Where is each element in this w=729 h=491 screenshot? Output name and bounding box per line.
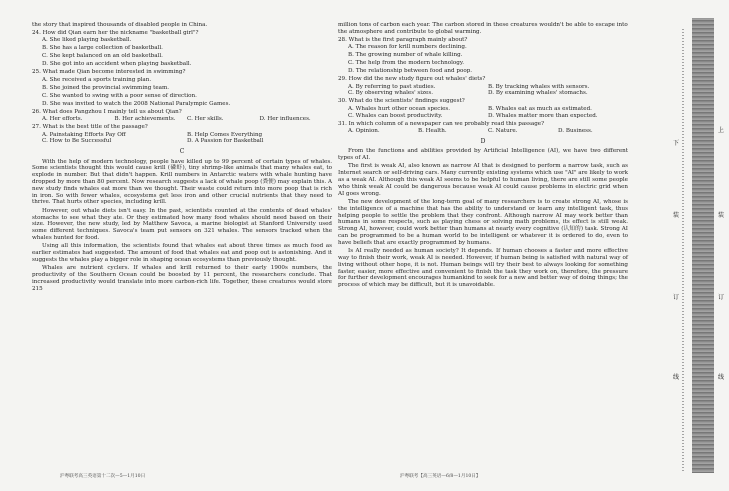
binding-mark: 线: [718, 374, 725, 381]
option: D. Business.: [558, 128, 593, 135]
passage-paragraph: The first is weak AI, also known as narrow AI that is designed to perform a narrow task, such as Internet search or self-driving cars. Many currently existing systems which use "AI" are likely to work as a weak AI. Although this weak AI seems to be helpful to human living, there are still some people who think weak AI could be dangerous because weak AI could cause problems in electric grid when AI goes wrong.: [338, 163, 629, 197]
option: B. By tracking whales with sensors.: [488, 83, 590, 90]
option: C. Nature.: [488, 128, 518, 135]
option: A. Opinion.: [348, 128, 380, 135]
question-28-stem: 28. What is the first paragraph mainly about?: [338, 36, 468, 43]
passage-paragraph: Whales are nutrient cyclers. If whales and krill returned to their early 1900s numbers, the productivity of the Southern Ocean could be boosted by 11 percent, the researchers conclude. That increased productivity would translate into more carbon-rich life. Together, these creatures would store 215: [32, 265, 332, 292]
option: A. She received a sports training plan.: [42, 76, 152, 83]
binding-mark: 装: [673, 212, 680, 219]
binding-mark: 订: [718, 294, 725, 301]
option: D. The relationship between food and poop.: [348, 68, 473, 75]
option: B. She has a large collection of basketball.: [42, 45, 163, 52]
option: B. Whales eat as much as estimated.: [488, 105, 592, 112]
option: D. She got into an accident when playing basketball.: [42, 61, 192, 68]
option: C. By observing whales' sizes.: [348, 90, 433, 97]
option: A. Painstaking Efforts Pay Off: [42, 131, 126, 138]
binding-mark: 上: [718, 127, 725, 134]
question-31-stem: 31. In which column of a newspaper can we probably read this passage?: [338, 120, 545, 127]
option: D. A Passion for Basketball: [187, 138, 264, 145]
section-heading-c: C: [179, 148, 185, 156]
option-row: [348, 106, 628, 120]
option: C. How to Be Successful: [42, 138, 112, 145]
option: C. She wanted to swing with a poor sense of direction.: [42, 92, 197, 99]
question-29-stem: 29. How did the new study figure out whales' diets?: [338, 76, 486, 83]
question-26-stem: 26. What does Pangzhou I mainly tell us about Qian?: [32, 108, 182, 115]
intro-paragraph: million tons of carbon each year. The carbon stored in these creatures wouldn't be able to escape into the atmosphere and contribute to global warming.: [338, 22, 628, 35]
page-footer-right: 沪粤联考【高三英语—6/8—1月10日】: [400, 474, 481, 479]
option-row: [348, 84, 628, 98]
passage-paragraph: From the functions and abilities provided by Artificial Intelligence (AI), we have two different types of AI.: [338, 148, 628, 161]
binding-mark: 装: [718, 212, 725, 219]
passage-paragraph: The new development of the long-term goal of many researchers is to create strong AI, whose is the intelligence of a machine that has the ability to understand or learn any intelligent task, thus helping people to settle the problem that they confront. Although narrow AI may work better than humans in some respects, such as playing chess or solving math problems, its effect is still weak. Strong AI, however, could work better than humans at nearly every cognitive (认知的) task. Strong AI can be programmed to be a human world to be intelligent or whatever it is ordered to do, even to have beliefs that are exactly programmed by humans.: [338, 198, 628, 246]
option: A. By referring to past studies.: [348, 83, 436, 90]
passage-paragraph: With the help of modern technology, people have killed up to 99 percent of certain types of whales. Some scientists thought this would cause krill (磷虾), tiny shrimp-like animals that many whales eat, to explode in number. But that didn't happen. Krill numbers in Antarctic waters with whale hunting have dropped by more than 80 percent. Now research suggests a lack of whale poop (粪便) may explain this. A new study finds whales eat more than we thought. Their waste could return into more poop that is rich in iron. So with fewer whales, ecosystems get less iron and other crucial nutrients that they need to thrive. That hurts other species, including krill.: [32, 158, 332, 206]
option: D. By examining whales' stomachs.: [488, 90, 588, 97]
passage-paragraph: Is AI really needed as human society? It depends. If human chooses a faster and more effective way to finish their work, weak AI is needed. However, if human being is satisfied with natural way of living without other hope, it is not. Human beings will try their best to always looking for something faster, easier, more effective and convenient to finish the task they work on, therefore, the pressure for further development encourages humankind to seek for a new and better way of doing things; the process of which may be difficult, but it is unavoidable.: [338, 248, 628, 289]
option: B. The growing number of whale killing.: [348, 52, 463, 59]
option: C. Whales can boost productivity.: [348, 112, 443, 119]
option: D. Her influences.: [259, 116, 311, 123]
binding-mark: 下: [673, 140, 680, 147]
option-row: [42, 132, 332, 146]
question-25-stem: 25. What made Qian become interested in swimming?: [32, 69, 186, 76]
option-row: [348, 128, 628, 135]
binding-dotted-line: [682, 28, 684, 473]
option: B. Help Comes Everything: [187, 131, 263, 138]
option: D. Whales matter more than expected.: [488, 112, 598, 119]
section-heading-d: D: [480, 137, 486, 145]
option: B. Health.: [418, 128, 447, 135]
question-30-stem: 30. What do the scientists' findings suggest?: [338, 98, 465, 105]
option: A. The reason for krill numbers declining.: [348, 44, 467, 51]
option: C. She kept balanced on an old basketball.: [42, 53, 163, 60]
option: D. She was invited to watch the 2008 National Paralympic Games.: [42, 100, 231, 107]
left-column: [32, 22, 332, 294]
option: A. She liked playing basketball.: [42, 37, 132, 44]
option: A. Her efforts.: [42, 116, 83, 123]
passage-paragraph: However, out whale diets isn't easy. In the past, scientists counted at the contents of dead whales' stomachs to see what they ate. Or they estimated how many food whales should need based on their size. However, the new study, led by Matthew Savoca, a marine biologist at Stanford University used some different techniques. Savoca's team put sensors on 321 whales. The sensors tracked when the whales hunted for food.: [32, 207, 332, 241]
question-27-stem: 27. What is the best title of the passage?: [32, 124, 148, 131]
question-24-stem: 24. How did Qian earn her the nickname "basketball girl"?: [32, 30, 199, 36]
option: C. The help from the modern technology.: [348, 60, 465, 67]
right-column: [338, 22, 628, 290]
option: A. Whales hurt other ocean species.: [348, 105, 451, 112]
option-row: [42, 116, 332, 123]
option: B. Her achievements.: [114, 116, 176, 123]
passage-paragraph: Using all this information, the scientists found that whales eat about three times as much food as earlier estimates had suggested. The amount of food that whales eat and poop out is astonishing. And it suggests the whales play a bigger role in shaping ocean ecosystems than previously thought.: [32, 243, 332, 263]
page-footer-left: 沪粤联考高三英语第十二次—5—1月10日: [60, 474, 146, 479]
binding-strip: [692, 18, 714, 473]
binding-mark: 订: [673, 294, 680, 301]
binding-mark: 线: [673, 374, 680, 381]
option: C. Her skills.: [187, 116, 224, 123]
intro-line: the story that inspired thousands of disabled people in China.: [32, 22, 208, 28]
option: B. She joined the provincial swimming team.: [42, 84, 170, 91]
